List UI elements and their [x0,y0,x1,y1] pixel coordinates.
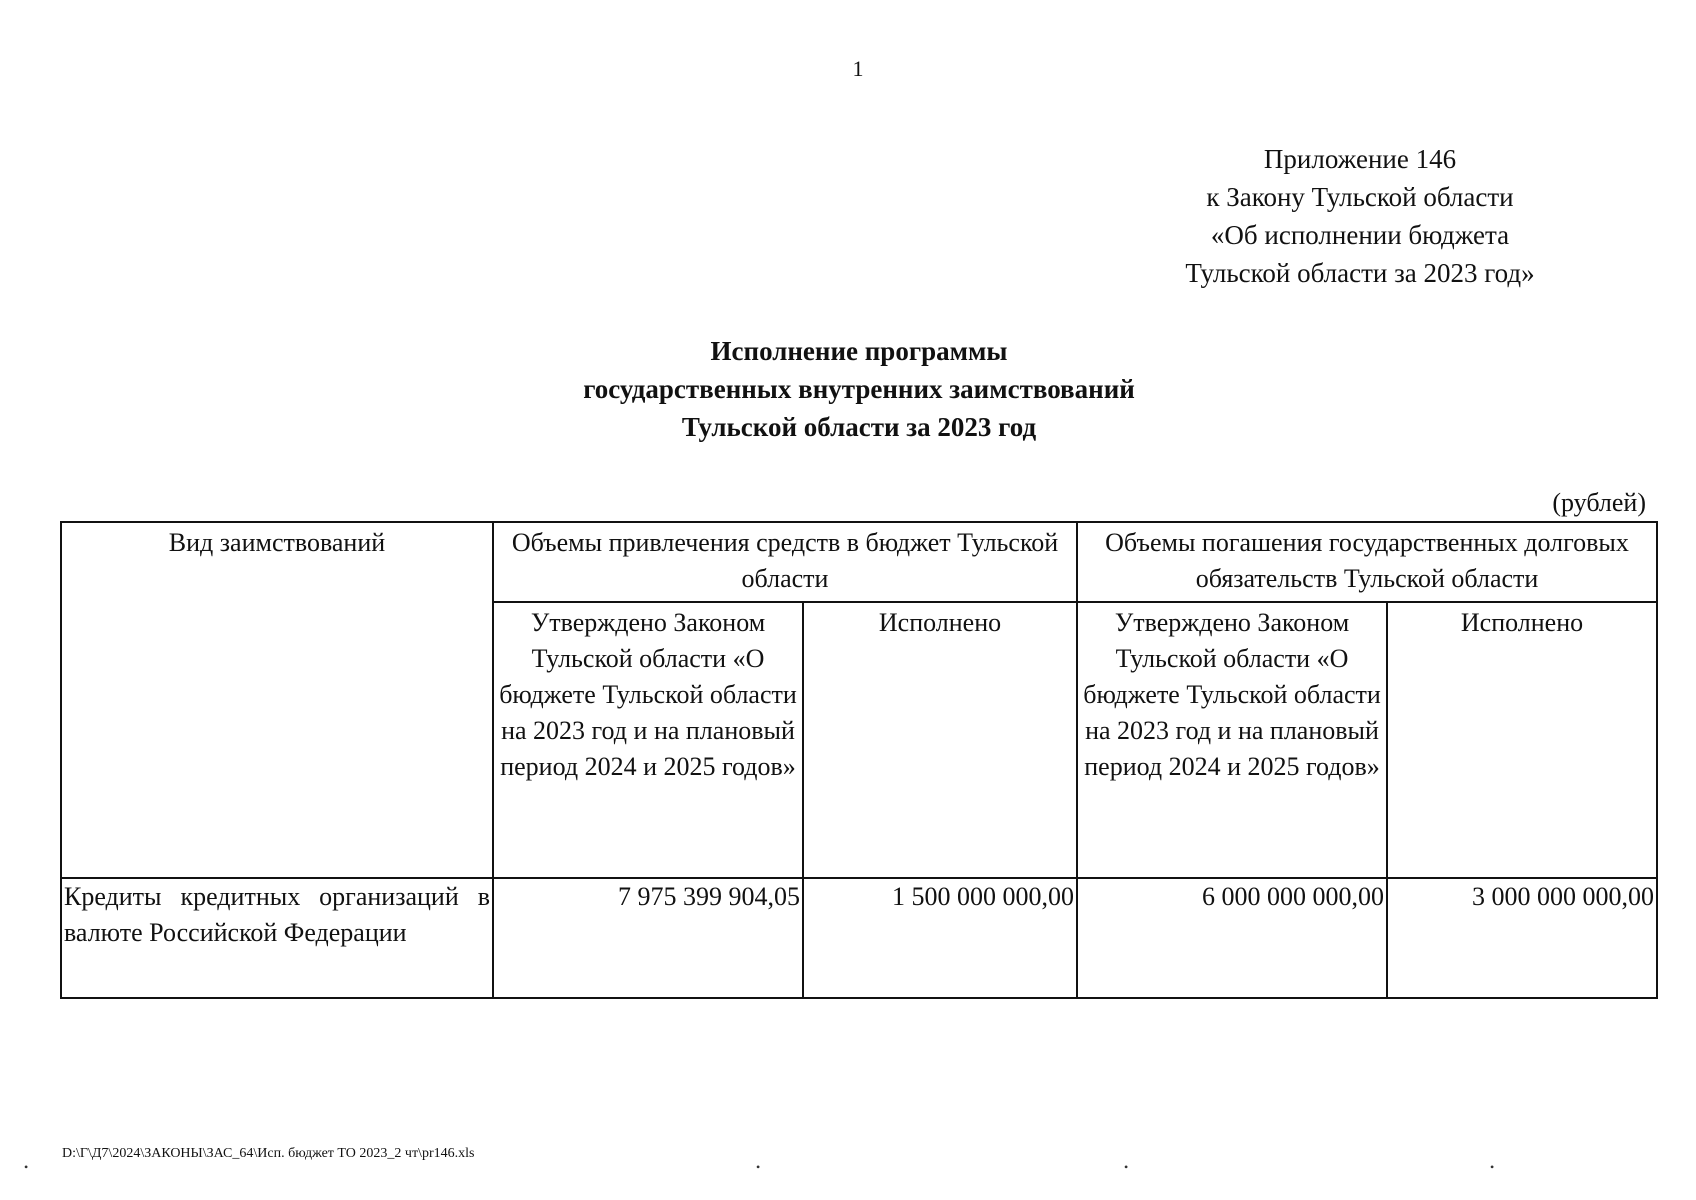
title-line-3: Тульской области за 2023 год [681,412,1037,442]
appendix-line-4: Тульской области за 2023 год» [1185,258,1535,288]
cell-attraction-approved: 7 975 399 904,05 [493,878,803,998]
scan-mark-dot: • [24,1160,29,1174]
appendix-line-1: Приложение 146 [1263,144,1457,174]
header-attraction-executed: Исполнено [803,602,1077,878]
header-repayment-approved: Утверждено Законом Тульской области «О бюджете Тульской области на 2023 год и на плановый период 2024 и 2025 годов» [1077,602,1387,878]
header-attraction-group: Объемы привлечения средств в бюджет Тульской области [493,522,1077,602]
cell-repayment-approved: 6 000 000 000,00 [1077,878,1387,998]
title-line-2: государственных внутренних заимствований [583,374,1135,404]
footer-file-path: D:\Г\Д7\2024\ЗАКОНЫ\ЗАС_64\Исп. бюджет ТО 2023_2 чт\pr146.xls [62,1146,475,1161]
appendix-line-3: «Об исполнении бюджета [1210,220,1510,250]
header-repayment-executed: Исполнено [1387,602,1657,878]
table-header-row [61,522,1657,602]
document-title [0,332,1696,446]
header-attraction-approved: Утверждено Законом Тульской области «О бюджете Тульской области на 2023 год и на плановый период 2024 и 2025 годов» [493,602,803,878]
page-number: 1 [852,56,864,81]
scan-mark-dot: • [1124,1160,1129,1174]
appendix-line-2: к Закону Тульской области [1206,182,1514,212]
cell-attraction-executed: 1 500 000 000,00 [803,878,1077,998]
appendix-note [1140,140,1580,292]
title-line-1: Исполнение программы [710,336,1008,366]
scan-mark-dot: • [1490,1160,1495,1174]
cell-repayment-executed: 3 000 000 000,00 [1387,878,1657,998]
table-row [61,878,1657,998]
header-kind: Вид заимствований [61,522,493,878]
header-repayment-group: Объемы погашения государственных долговых обязательств Тульской области [1077,522,1657,602]
borrowings-table [60,521,1658,999]
cell-kind: Кредиты кредитных организаций в валюте Российской Федерации [61,878,493,998]
scan-mark-dot: • [756,1160,761,1174]
units-label: (рублей) [1552,488,1646,517]
